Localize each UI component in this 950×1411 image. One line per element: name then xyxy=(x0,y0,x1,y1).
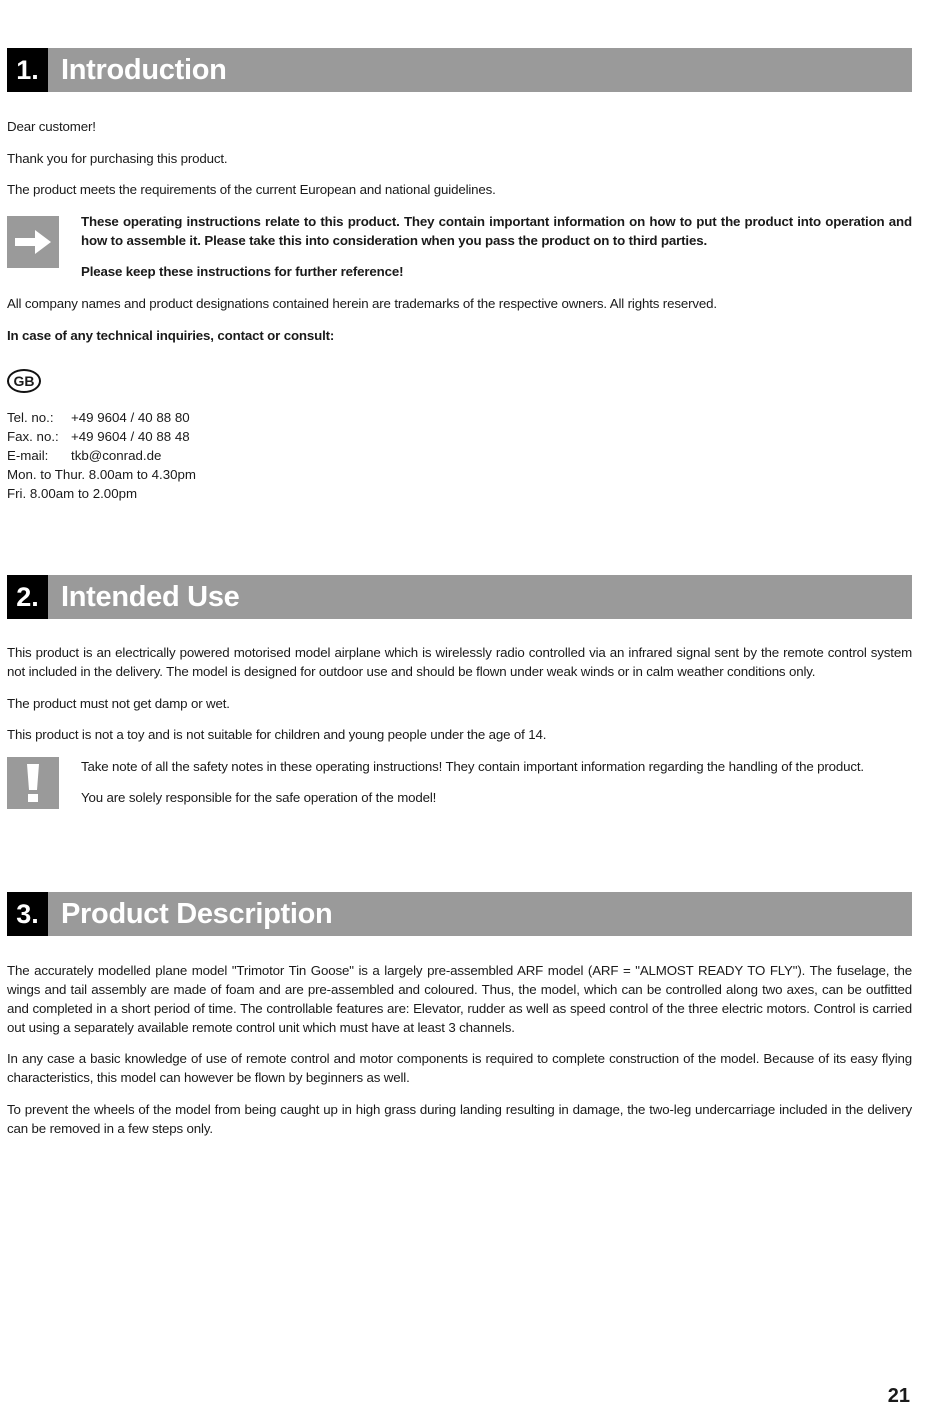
product-description-text: The accurately modelled plane model "Trimotor Tin Goose" is a largely pre-assembled ARF model (ARF = "ALMOST READY TO FLY"). The fuselage, the wings and tail assembly are made of foam and are pre-assembled and coloured. Thus, the model, which can be controlled along two axes, can be outfitted and completed in a short period of time. The controllable features are: Elevator, rudder as well as speed control of the three electric motors. Control is carried out using a separately available remote control unit which must have at least 3 channels. xyxy=(7,963,912,1035)
section-3-number: 3. xyxy=(7,892,48,936)
email-label: E-mail: xyxy=(7,448,49,463)
section-3-title: Product Description xyxy=(61,897,333,930)
email-value: tkb@conrad.de xyxy=(71,448,162,463)
arrow-right-icon xyxy=(7,216,59,268)
undercarriage-text: To prevent the wheels of the model from being caught up in high grass during landing resulting in damage, the two-leg undercarriage included in the delivery can be removed in a few steps only. xyxy=(7,1102,912,1136)
page-number: 21 xyxy=(887,1385,910,1407)
fax-value: +49 9604 / 40 88 48 xyxy=(71,429,190,444)
exclamation-icon xyxy=(7,757,59,809)
tel-value: +49 9604 / 40 88 80 xyxy=(71,410,190,425)
knowledge-requirement-text: In any case a basic knowledge of use of remote control and motor components is required to complete construction of the model. Because of its easy flying characteristics, this model can however be flown by beginners as well. xyxy=(7,1051,912,1085)
intro-greeting: Dear customer! xyxy=(7,119,96,134)
section-1-number: 1. xyxy=(7,48,48,92)
note-operating-instructions: These operating instructions relate to this product. They contain important information on how to put the product into operation and how to assemble it. Please take this into consideration when you pass the product on to third parties. xyxy=(81,214,912,248)
section-3-header xyxy=(7,892,912,936)
section-1-header xyxy=(7,48,912,92)
country-badge: GB xyxy=(7,369,41,393)
age-warning-text: This product is not a toy and is not suitable for children and young people under the age of 14. xyxy=(7,727,547,742)
intended-use-text: This product is an electrically powered motorised model airplane which is wirelessly radio controlled via an infrared signal sent by the remote control system not included in the delivery. The model is designed for outdoor use and should be flown under weak winds or in calm weather conditions only. xyxy=(7,645,912,679)
contact-block xyxy=(7,408,196,503)
section-2-title: Intended Use xyxy=(61,580,240,613)
tel-label: Tel. no.: xyxy=(7,410,54,425)
section-2-header xyxy=(7,575,912,619)
technical-inquiries-heading: In case of any technical inquiries, contact or consult: xyxy=(7,328,335,343)
trademarks-text: All company names and product designations contained herein are trademarks of the respective owners. All rights reserved. xyxy=(7,296,717,311)
damp-warning-text: The product must not get damp or wet. xyxy=(7,696,230,711)
fax-label: Fax. no.: xyxy=(7,429,59,444)
section-2-number: 2. xyxy=(7,575,48,619)
responsibility-note: You are solely responsible for the safe operation of the model! xyxy=(81,790,437,805)
note-keep-instructions: Please keep these instructions for further reference! xyxy=(81,264,404,279)
intro-thanks: Thank you for purchasing this product. xyxy=(7,151,228,166)
hours-weekdays: Mon. to Thur. 8.00am to 4.30pm xyxy=(7,467,196,482)
safety-note: Take note of all the safety notes in these operating instructions! They contain important information regarding the handling of the product. xyxy=(81,759,864,774)
hours-friday: Fri. 8.00am to 2.00pm xyxy=(7,486,138,501)
section-1-title: Introduction xyxy=(61,53,227,86)
intro-guidelines: The product meets the requirements of the current European and national guidelines. xyxy=(7,182,496,197)
